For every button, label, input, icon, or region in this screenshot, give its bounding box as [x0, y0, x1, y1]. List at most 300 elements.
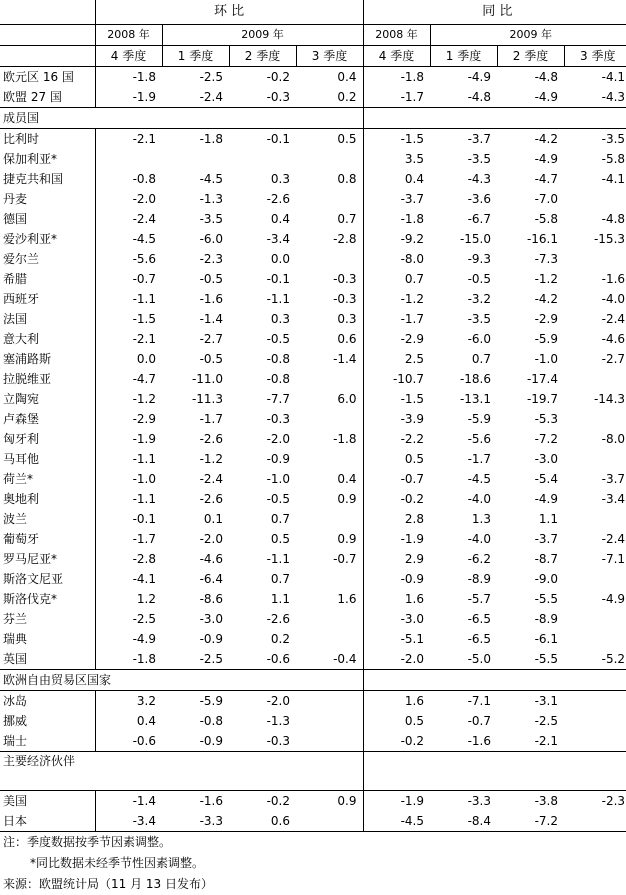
value-cell: -4.6 [601, 332, 626, 346]
quarter-label: 3 季度 [564, 46, 626, 67]
value-cell: -4.9 [601, 592, 626, 606]
value-cell: -3.8 [534, 794, 559, 808]
value-cell: -3.0 [534, 452, 559, 466]
value-cell: -7.1 [467, 694, 492, 708]
value-cell: -6.4 [199, 572, 223, 586]
row-label: 英国 [3, 652, 28, 666]
value-cell: -5.8 [601, 152, 626, 166]
value-cell: -4.9 [534, 90, 559, 104]
value-cell: -3.3 [467, 794, 492, 808]
table-row [0, 229, 626, 249]
row-label: 荷兰* [3, 472, 34, 486]
value-cell: -2.6 [199, 432, 223, 446]
value-cell: -3.7 [363, 189, 430, 209]
table-row [0, 449, 626, 469]
value-cell: -5.9 [199, 694, 223, 708]
table-row [0, 529, 626, 549]
value-cell: -0.3 [333, 272, 357, 286]
value-cell: -0.3 [266, 90, 290, 104]
value-cell: -1.8 [199, 132, 223, 146]
table-row [0, 269, 626, 289]
value-cell [296, 509, 363, 529]
row-label: 波兰 [3, 512, 28, 526]
value-cell: 0.0 [95, 349, 162, 369]
value-cell: -1.5 [363, 389, 430, 409]
value-cell: -1.0 [266, 472, 290, 486]
row-label: 希腊 [3, 272, 28, 286]
value-cell: -0.6 [95, 731, 162, 752]
value-cell: -4.7 [534, 172, 559, 186]
table-row [0, 731, 626, 752]
value-cell: -3.5 [199, 212, 223, 226]
value-cell: -3.4 [601, 492, 626, 506]
value-cell: -2.5 [199, 652, 223, 666]
value-cell: -0.1 [95, 509, 162, 529]
value-cell: -2.4 [199, 90, 223, 104]
value-cell: -2.6 [266, 612, 290, 626]
value-cell: 0.6 [337, 332, 357, 346]
value-cell [296, 691, 363, 712]
row-label: 捷克共和国 [3, 172, 64, 186]
value-cell: -2.0 [95, 189, 162, 209]
value-cell: -3.3 [199, 814, 223, 828]
value-cell: -1.3 [266, 714, 290, 728]
value-cell: -8.9 [534, 612, 559, 626]
value-cell: -5.6 [467, 432, 492, 446]
row-label: 冰岛 [3, 694, 28, 708]
value-cell [296, 811, 363, 832]
value-cell: -1.6 [199, 794, 223, 808]
quarter-label: 1 季度 [162, 46, 229, 67]
value-cell: -4.1 [601, 70, 626, 84]
quarter-label: 4 季度 [363, 46, 430, 67]
value-cell: -0.8 [95, 169, 162, 189]
value-cell: 1.1 [270, 592, 290, 606]
value-cell: -6.0 [199, 232, 223, 246]
value-cell: -2.1 [534, 734, 559, 748]
value-cell: -18.6 [459, 372, 492, 386]
section-label: 成员国 [3, 111, 40, 125]
value-cell: -5.2 [601, 652, 626, 666]
value-cell: -8.4 [467, 814, 492, 828]
value-cell: -2.8 [333, 232, 357, 246]
row-label: 欧盟 27 国 [3, 90, 62, 104]
value-cell: -4.7 [95, 369, 162, 389]
value-cell: -4.1 [601, 172, 626, 186]
value-cell: -1.2 [534, 272, 559, 286]
value-cell: -2.0 [363, 649, 430, 670]
value-cell: -17.4 [526, 372, 559, 386]
value-cell: -2.8 [95, 549, 162, 569]
value-cell: -1.8 [95, 67, 162, 88]
value-cell: 0.3 [270, 312, 290, 326]
table-row [0, 349, 626, 369]
table-row [0, 189, 626, 209]
year-2009-qoq: 2009 年 [162, 25, 363, 46]
value-cell: -4.8 [601, 212, 626, 226]
value-cell: -0.9 [363, 569, 430, 589]
quarter-label: 3 季度 [296, 46, 363, 67]
row-label: 芬兰 [3, 612, 28, 626]
value-cell: -1.6 [601, 272, 626, 286]
value-cell: -2.5 [534, 714, 559, 728]
value-cell: -5.7 [467, 592, 492, 606]
value-cell: -4.9 [95, 629, 162, 649]
row-label: 斯洛伐克* [3, 592, 58, 606]
table-row [0, 369, 626, 389]
value-cell: -1.8 [363, 209, 430, 229]
year-2008-qoq: 2008 年 [95, 25, 162, 46]
value-cell: -1.0 [534, 352, 559, 366]
row-label: 德国 [3, 212, 28, 226]
value-cell: -5.3 [534, 412, 559, 426]
table-row [0, 429, 626, 449]
value-cell: -9.2 [363, 229, 430, 249]
row-label: 比利时 [3, 132, 40, 146]
value-cell: -2.1 [95, 329, 162, 349]
value-cell [564, 609, 626, 629]
value-cell: -1.2 [199, 452, 223, 466]
row-label: 斯洛文尼亚 [3, 572, 64, 586]
value-cell: -11.3 [191, 392, 223, 406]
value-cell: -1.5 [95, 309, 162, 329]
value-cell: -2.9 [363, 329, 430, 349]
section-row [0, 670, 626, 691]
value-cell: -7.7 [266, 392, 290, 406]
value-cell: -2.7 [601, 352, 626, 366]
value-cell: -8.0 [363, 249, 430, 269]
value-cell: -1.8 [95, 649, 162, 670]
value-cell: -3.6 [467, 192, 492, 206]
value-cell: 0.7 [270, 572, 290, 586]
value-cell: -14.3 [593, 392, 626, 406]
value-cell: -1.2 [363, 289, 430, 309]
value-cell: -5.5 [534, 592, 559, 606]
value-cell: -3.5 [467, 152, 492, 166]
value-cell: -4.2 [534, 132, 559, 146]
table-row [0, 289, 626, 309]
value-cell: -2.3 [199, 252, 223, 266]
value-cell: -4.0 [467, 492, 492, 506]
section-row [0, 108, 626, 129]
value-cell: -0.5 [467, 272, 492, 286]
value-cell: -6.1 [534, 632, 559, 646]
value-cell: -7.0 [534, 192, 559, 206]
value-cell: -3.7 [601, 472, 626, 486]
table-row [0, 649, 626, 670]
value-cell: -4.2 [534, 292, 559, 306]
value-cell: -7.1 [601, 552, 626, 566]
value-cell [296, 189, 363, 209]
row-label: 法国 [3, 312, 28, 326]
value-cell: -2.5 [95, 609, 162, 629]
table-row [0, 691, 626, 712]
value-cell: 0.2 [270, 632, 290, 646]
quarter-label: 2 季度 [229, 46, 296, 67]
value-cell: -0.8 [266, 372, 290, 386]
value-cell: -4.6 [199, 552, 223, 566]
value-cell: -2.3 [601, 794, 626, 808]
value-cell: 0.9 [337, 532, 357, 546]
value-cell: -3.7 [534, 532, 559, 546]
table-row [0, 489, 626, 509]
value-cell [564, 369, 626, 389]
value-cell: -1.4 [95, 791, 162, 812]
notes [0, 832, 626, 895]
value-cell: -1.1 [266, 552, 290, 566]
value-cell: 0.5 [363, 449, 430, 469]
value-cell [95, 149, 162, 169]
value-cell: -2.4 [95, 209, 162, 229]
value-cell: -6.5 [467, 632, 492, 646]
value-cell: -2.0 [199, 532, 223, 546]
row-label: 马耳他 [3, 452, 40, 466]
value-cell [564, 569, 626, 589]
value-cell: -5.0 [467, 652, 492, 666]
value-cell: -16.1 [526, 232, 559, 246]
row-label: 奥地利 [3, 492, 40, 506]
row-label: 罗马尼亚* [3, 552, 58, 566]
value-cell: -2.6 [266, 192, 290, 206]
value-cell: -1.4 [199, 312, 223, 326]
row-label: 西班牙 [3, 292, 40, 306]
value-cell: -6.0 [467, 332, 492, 346]
value-cell: -0.5 [199, 272, 223, 286]
value-cell: -4.9 [467, 70, 492, 84]
value-cell: 2.8 [363, 509, 430, 529]
value-cell [296, 711, 363, 731]
note-seasonal: 注：季度数据按季节因素调整。 [3, 835, 172, 849]
value-cell: 0.5 [270, 532, 290, 546]
corner-cell [0, 0, 95, 25]
value-cell: 0.4 [95, 711, 162, 731]
value-cell: -6.2 [467, 552, 492, 566]
value-cell: -4.3 [601, 90, 626, 104]
value-cell: -1.3 [199, 192, 223, 206]
value-cell: -1.1 [95, 289, 162, 309]
value-cell: -1.5 [363, 129, 430, 150]
value-cell: -4.0 [601, 292, 626, 306]
value-cell: 1.6 [337, 592, 357, 606]
value-cell: -5.8 [534, 212, 559, 226]
value-cell: 3.5 [363, 149, 430, 169]
value-cell [296, 409, 363, 429]
value-cell: 0.1 [203, 512, 223, 526]
value-cell: -0.7 [95, 269, 162, 289]
value-cell: -0.1 [266, 132, 290, 146]
value-cell: 0.3 [337, 312, 357, 326]
value-cell: -8.0 [601, 432, 626, 446]
value-cell: -3.0 [199, 612, 223, 626]
value-cell: -9.0 [534, 572, 559, 586]
value-cell [564, 509, 626, 529]
table-body [0, 67, 626, 832]
value-cell: -2.9 [534, 312, 559, 326]
value-cell: 0.4 [270, 212, 290, 226]
value-cell: -1.7 [199, 412, 223, 426]
value-cell [564, 691, 626, 712]
table-row [0, 791, 626, 812]
value-cell: -15.3 [593, 232, 626, 246]
value-cell: -1.6 [467, 734, 492, 748]
value-cell: -0.3 [266, 734, 290, 748]
value-cell: -0.2 [266, 794, 290, 808]
table-row [0, 409, 626, 429]
value-cell: -0.9 [266, 452, 290, 466]
value-cell: -4.9 [534, 152, 559, 166]
row-label: 卢森堡 [3, 412, 40, 426]
value-cell: 0.7 [337, 212, 357, 226]
value-cell: -2.7 [199, 332, 223, 346]
table-row [0, 569, 626, 589]
value-cell: -8.9 [467, 572, 492, 586]
value-cell: 1.3 [471, 512, 492, 526]
section-label: 欧洲自由贸易区国家 [3, 673, 112, 687]
value-cell [296, 249, 363, 269]
value-cell: 0.8 [337, 172, 357, 186]
row-label: 拉脱维亚 [3, 372, 52, 386]
value-cell: -1.7 [363, 87, 430, 108]
value-cell: -4.5 [95, 229, 162, 249]
value-cell: -0.3 [266, 412, 290, 426]
table-row [0, 549, 626, 569]
row-label: 挪威 [3, 714, 28, 728]
value-cell: -2.2 [363, 429, 430, 449]
row-label: 丹麦 [3, 192, 28, 206]
value-cell: -3.0 [363, 609, 430, 629]
value-cell: 0.7 [363, 269, 430, 289]
value-cell: -19.7 [526, 392, 559, 406]
header-yoy: 同 比 [363, 0, 626, 25]
value-cell: -5.4 [534, 472, 559, 486]
table-row [0, 589, 626, 609]
value-cell: -2.4 [199, 472, 223, 486]
value-cell: -0.7 [333, 552, 357, 566]
value-cell: 0.5 [363, 711, 430, 731]
section-label: 主要经济伙伴 [3, 754, 76, 768]
value-cell: 1.6 [363, 691, 430, 712]
value-cell [229, 149, 296, 169]
value-cell: -7.3 [534, 252, 559, 266]
value-cell [564, 409, 626, 429]
value-cell: -2.5 [199, 70, 223, 84]
value-cell: -0.7 [467, 714, 492, 728]
table-row [0, 329, 626, 349]
value-cell: -7.2 [534, 432, 559, 446]
value-cell: -8.6 [199, 592, 223, 606]
value-cell: 2.5 [363, 349, 430, 369]
value-cell: -0.5 [266, 332, 290, 346]
value-cell: -0.2 [363, 489, 430, 509]
value-cell [296, 569, 363, 589]
value-cell: -10.7 [363, 369, 430, 389]
value-cell: -0.2 [363, 731, 430, 752]
value-cell: 3.2 [95, 691, 162, 712]
value-cell: -2.4 [601, 532, 626, 546]
value-cell: -3.9 [363, 409, 430, 429]
year-2008-yoy: 2008 年 [363, 25, 430, 46]
value-cell: 0.5 [337, 132, 357, 146]
table-row [0, 509, 626, 529]
table-row [0, 811, 626, 832]
value-cell: -9.3 [467, 252, 492, 266]
value-cell: -1.8 [333, 432, 357, 446]
value-cell: -2.0 [266, 432, 290, 446]
value-cell: -4.1 [95, 569, 162, 589]
table-row [0, 629, 626, 649]
value-cell: -1.7 [363, 309, 430, 329]
value-cell: -13.1 [459, 392, 492, 406]
row-label: 瑞士 [3, 734, 28, 748]
table-row [0, 209, 626, 229]
value-cell: -2.6 [199, 492, 223, 506]
value-cell: -0.3 [333, 292, 357, 306]
value-cell: -1.0 [95, 469, 162, 489]
value-cell: -1.6 [199, 292, 223, 306]
value-cell: 2.9 [363, 549, 430, 569]
row-label: 欧元区 16 国 [3, 70, 74, 84]
value-cell [296, 369, 363, 389]
year-2009-yoy: 2009 年 [430, 25, 626, 46]
value-cell: -4.5 [199, 172, 223, 186]
value-cell: -11.0 [191, 372, 223, 386]
row-label: 保加利亚* [3, 152, 58, 166]
quarter-label: 1 季度 [430, 46, 497, 67]
table-row [0, 389, 626, 409]
value-cell: 0.2 [337, 90, 357, 104]
section-row [0, 752, 626, 791]
value-cell: -1.9 [363, 791, 430, 812]
value-cell: -0.6 [266, 652, 290, 666]
value-cell: -1.7 [95, 529, 162, 549]
note-yoy: *同比数据未经季节性因素调整。 [30, 856, 205, 870]
value-cell: -2.4 [601, 312, 626, 326]
table-row [0, 711, 626, 731]
table-row [0, 609, 626, 629]
value-cell: -2.1 [95, 129, 162, 150]
value-cell: -5.5 [534, 652, 559, 666]
header-qoq: 环 比 [95, 0, 363, 25]
value-cell: -4.0 [467, 532, 492, 546]
value-cell: -1.1 [266, 292, 290, 306]
value-cell: 0.7 [471, 352, 492, 366]
value-cell: 1.1 [538, 512, 559, 526]
value-cell [564, 189, 626, 209]
value-cell: -5.9 [467, 412, 492, 426]
value-cell: -1.1 [95, 449, 162, 469]
row-label: 意大利 [3, 332, 40, 346]
value-cell: -0.8 [199, 714, 223, 728]
value-cell: -8.7 [534, 552, 559, 566]
value-cell: -5.6 [95, 249, 162, 269]
value-cell: -0.8 [266, 352, 290, 366]
value-cell [564, 711, 626, 731]
value-cell: 0.0 [270, 252, 290, 266]
table-row [0, 129, 626, 150]
value-cell: -0.9 [199, 734, 223, 748]
value-cell: -1.4 [333, 352, 357, 366]
value-cell: -3.4 [95, 811, 162, 832]
value-cell: -4.5 [363, 811, 430, 832]
value-cell [296, 731, 363, 752]
row-label: 塞浦路斯 [3, 352, 52, 366]
value-cell: 1.2 [95, 589, 162, 609]
value-cell: -2.9 [95, 409, 162, 429]
value-cell: -15.0 [459, 232, 492, 246]
value-cell: -4.8 [534, 70, 559, 84]
value-cell: -4.3 [467, 172, 492, 186]
source-note: 来源：欧盟统计局（11 月 13 日发布） [3, 877, 213, 891]
